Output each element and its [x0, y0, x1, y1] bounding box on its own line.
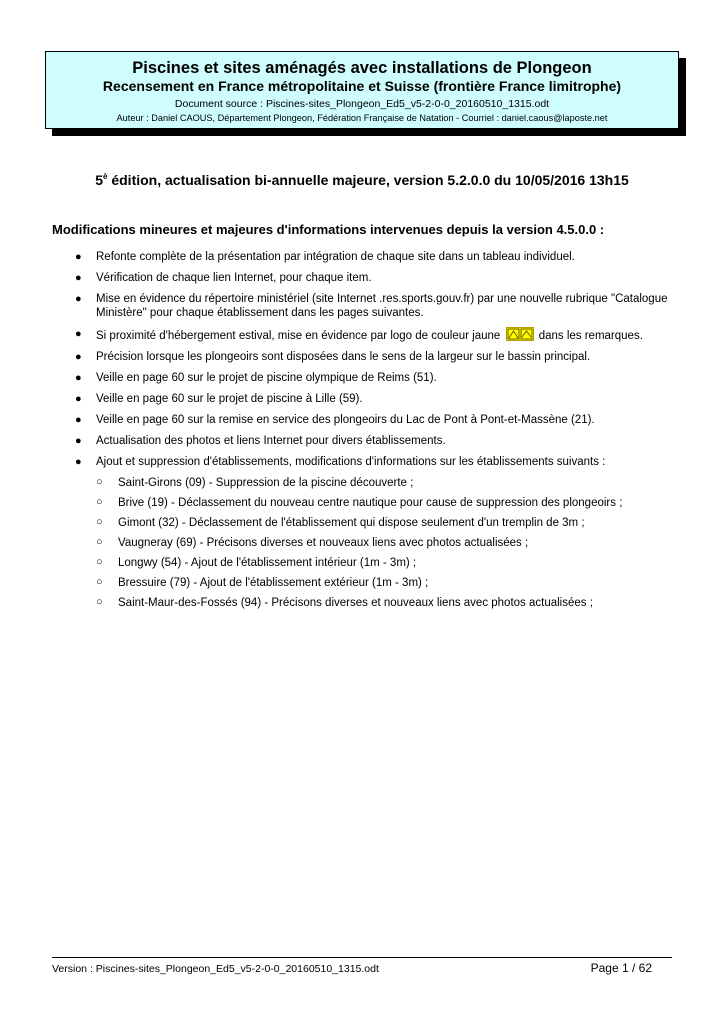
list-item	[0, 392, 724, 406]
list-item	[0, 292, 724, 320]
bullet-icon: ●	[75, 251, 82, 263]
sublist-item-text: Vaugneray (69) - Précisons diverses et nouveaux liens avec photos actualisées ;	[118, 537, 529, 549]
sublist-item-text: Bressuire (79) - Ajout de l'établissement extérieur (1m - 3m) ;	[118, 577, 429, 589]
list-item	[0, 250, 724, 264]
document-source: Document source : Piscines-sites_Plongeon_Ed5_v5-2-0-0_20160510_1315.odt	[174, 98, 550, 110]
sublist-item-text: Brive (19) - Déclassement du nouveau centre nautique pour cause de suppression des plongeoirs ;	[118, 497, 623, 509]
bullet-icon: ●	[75, 414, 82, 426]
list-item-text: Ajout et suppression d'établissements, modifications d'informations sur les établissements suivants :	[96, 456, 606, 468]
sublist-item	[0, 496, 724, 510]
sublist-item	[0, 476, 724, 490]
page-number: Page 1 / 62	[590, 961, 652, 975]
circle-bullet-icon: ○	[96, 496, 103, 508]
tent-lodging-icon	[506, 327, 534, 341]
sublist-item	[0, 596, 724, 610]
bullet-icon: ●	[75, 293, 82, 305]
page-footer	[52, 957, 672, 975]
document-author: Auteur : Daniel CAOUS, Département Plongeon, Fédération Française de Natation - Courriel : daniel.caous@laposte.net	[116, 113, 608, 123]
bullet-icon: ●	[75, 435, 82, 447]
list-item-text: Actualisation des photos et liens Internet pour divers établissements.	[96, 435, 446, 447]
list-item-text: Veille en page 60 sur la remise en service des plongeoirs du Lac de Pont à Pont-et-Massène (21).	[96, 414, 595, 426]
document-title: Piscines et sites aménagés avec installations de Plongeon	[132, 59, 592, 77]
bullet-icon: ●	[75, 351, 82, 363]
edition-line	[0, 172, 724, 188]
modifications-list	[0, 250, 724, 616]
circle-bullet-icon: ○	[96, 476, 103, 488]
circle-bullet-icon: ○	[96, 576, 103, 588]
establishment-sublist	[0, 476, 724, 610]
list-item-text: Si proximité d'hébergement estival, mise en évidence par logo de couleur jaune	[96, 330, 501, 342]
list-item	[0, 434, 724, 448]
sublist-item-text: Gimont (32) - Déclassement de l'établissement qui dispose seulement d'un tremplin de 3m ;	[118, 517, 585, 529]
edition-superscript: è	[103, 172, 108, 181]
list-item-text: Précision lorsque les plongeoirs sont disposées dans le sens de la largeur sur le bassin principal.	[96, 351, 591, 363]
sublist-item-text: Saint-Maur-des-Fossés (94) - Précisons diverses et nouveaux liens avec photos actualisées ;	[118, 597, 593, 609]
list-item-text: Veille en page 60 sur le projet de piscine à Lille (59).	[96, 393, 363, 405]
footer-version: Version : Piscines-sites_Plongeon_Ed5_v5-2-0-0_20160510_1315.odt	[52, 963, 379, 975]
list-item	[0, 327, 724, 343]
section-heading: Modifications mineures et majeures d'informations intervenues depuis la version 4.5.0.0 :	[52, 222, 605, 237]
list-item	[0, 455, 724, 469]
document-header	[45, 51, 679, 129]
list-item	[0, 350, 724, 364]
sublist-item	[0, 576, 724, 590]
list-item-text-suffix: dans les remarques.	[538, 330, 643, 342]
circle-bullet-icon: ○	[96, 556, 103, 568]
sublist-item-text: Saint-Girons (09) - Suppression de la piscine découverte ;	[118, 477, 414, 489]
bullet-icon: ●	[75, 272, 82, 284]
sublist-item	[0, 516, 724, 530]
bullet-icon: ●	[75, 328, 82, 340]
list-item-text: Vérification de chaque lien Internet, pour chaque item.	[96, 272, 372, 284]
list-item	[0, 371, 724, 385]
sublist-item	[0, 536, 724, 550]
list-item	[0, 271, 724, 285]
circle-bullet-icon: ○	[96, 596, 103, 608]
circle-bullet-icon: ○	[96, 536, 103, 548]
bullet-icon: ●	[75, 456, 82, 468]
list-item-text: Veille en page 60 sur le projet de piscine olympique de Reims (51).	[96, 372, 437, 384]
sublist-item-text: Longwy (54) - Ajout de l'établissement intérieur (1m - 3m) ;	[118, 557, 417, 569]
bullet-icon: ●	[75, 393, 82, 405]
document-subtitle: Recensement en France métropolitaine et Suisse (frontière France limitrophe)	[102, 78, 622, 94]
edition-number: 5	[95, 172, 103, 188]
edition-text: édition, actualisation bi-annuelle majeure, version 5.2.0.0 du 10/05/2016 13h15	[107, 172, 629, 188]
list-item-text: Refonte complète de la présentation par intégration de chaque site dans un tableau individuel.	[96, 251, 575, 263]
sublist-item	[0, 556, 724, 570]
list-item	[0, 413, 724, 427]
bullet-icon: ●	[75, 372, 82, 384]
list-item-text: Mise en évidence du répertoire ministériel (site Internet .res.sports.gouv.fr) par une nouvelle rubrique "Catalogue Ministère" pour chaque établissement dans les pages suivantes.	[96, 293, 668, 319]
circle-bullet-icon: ○	[96, 516, 103, 528]
